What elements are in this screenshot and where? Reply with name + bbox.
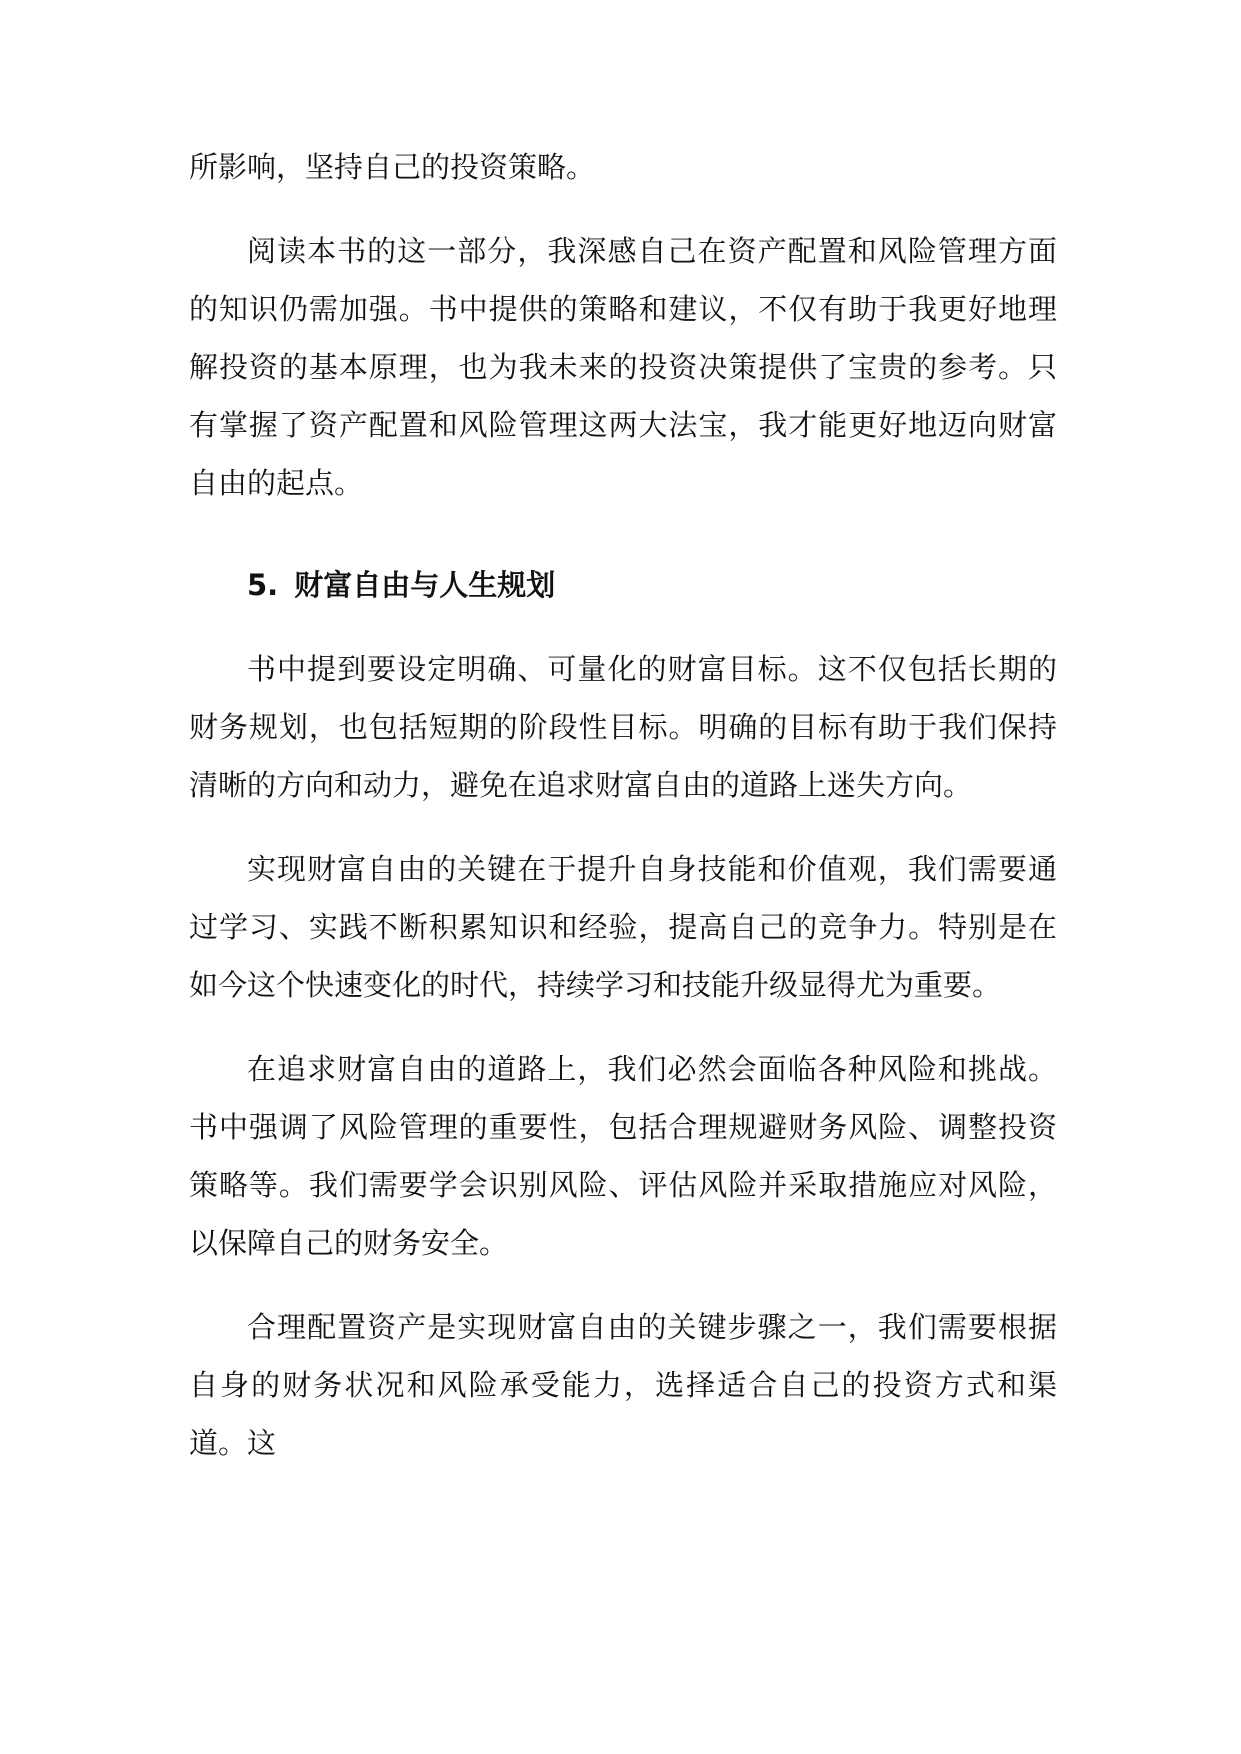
section-title: 财富自由与人生规划	[294, 568, 556, 602]
section-number: 5.	[247, 568, 279, 602]
paragraph-risk: 在追求财富自由的道路上，我们必然会面临各种风险和挑战。书中强调了风险管理的重要性，包括合理规避财务风险、调整投资策略等。我们需要学会识别风险、评估风险并采取措施应对风险，以保障自己的财务安全。	[189, 1052, 1057, 1260]
reading-reflection-paragraph: 阅读本书的这一部分，我深感自己在资产配置和风险管理方面的知识仍需加强。书中提供的策略和建议，不仅有助于我更好地理解投资的基本原理，也为我未来的投资决策提供了宝贵的参考。只有掌握了资产配置和风险管理这两大法宝，我才能更好地迈向财富自由的起点。	[189, 234, 1057, 500]
paragraph-allocation: 合理配置资产是实现财富自由的关键步骤之一，我们需要根据自身的财务状况和风险承受能力，选择适合自己的投资方式和渠道。这	[189, 1310, 1057, 1460]
paragraph-skills: 实现财富自由的关键在于提升自身技能和价值观，我们需要通过学习、实践不断积累知识和经验，提高自己的竞争力。特别是在如今这个快速变化的时代，持续学习和技能升级显得尤为重要。	[189, 852, 1057, 1002]
document-body	[189, 138, 1057, 1472]
continued-paragraph: 所影响，坚持自己的投资策略。	[189, 150, 596, 184]
paragraph-goals: 书中提到要设定明确、可量化的财富目标。这不仅包括长期的财务规划，也包括短期的阶段性目标。明确的目标有助于我们保持清晰的方向和动力，避免在追求财富自由的道路上迷失方向。	[189, 652, 1057, 802]
section-heading	[189, 556, 1057, 614]
